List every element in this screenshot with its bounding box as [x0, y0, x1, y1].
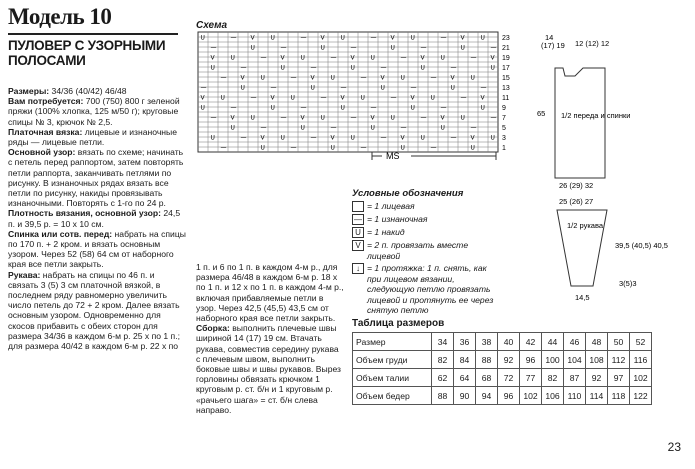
chart-stitch-symbol: —: [470, 124, 477, 132]
instructions-column-1: [8, 86, 186, 351]
chart-stitch-symbol: —: [250, 94, 257, 102]
chart-stitch-symbol: U: [350, 64, 355, 72]
legend-item-k2tog: V = 2 п. провязать вместе лицевой: [352, 240, 502, 261]
chart-stitch-symbol: —: [350, 44, 357, 52]
chart-stitch-symbol: V: [320, 34, 325, 42]
table-cell: 84: [454, 351, 476, 369]
chart-stitch-symbol: V: [300, 114, 305, 122]
model-title: Модель 10: [8, 4, 112, 29]
chart-stitch-symbol: —: [430, 144, 437, 152]
chart-row-number: 21: [502, 45, 510, 52]
chart-stitch-symbol: —: [490, 114, 497, 122]
knitting-chart: [196, 30, 526, 180]
chart-stitch-symbol: U: [370, 124, 375, 132]
chart-stitch-symbol: U: [290, 94, 295, 102]
chart-stitch-symbol: U: [480, 34, 485, 42]
chart-stitch-symbol: —: [450, 134, 457, 142]
chart-stitch-symbol: V: [470, 134, 475, 142]
table-cell: 50: [608, 333, 630, 351]
table-row-label: Размер: [353, 333, 432, 351]
section-back: Спинка или сотв. перед: набрать на спицы по 170 п. + 2 кром. и вязать основным узором. Через 52 (58) 64 см от наборного края все петли закрыть.: [8, 228, 186, 270]
chart-stitch-symbol: —: [360, 74, 367, 82]
chart-row-number: 3: [502, 135, 506, 142]
chart-row-number: 23: [502, 35, 510, 42]
chart-stitch-symbol: U: [470, 74, 475, 82]
chart-stitch-symbol: V: [440, 114, 445, 122]
chart-stitch-symbol: —: [490, 44, 497, 52]
legend-item-knit: = 1 лицевая: [352, 201, 502, 212]
chart-stitch-symbol: V: [400, 134, 405, 142]
body-height-label: 65: [537, 109, 546, 118]
chart-stitch-symbol: U: [380, 84, 385, 92]
table-row: [353, 387, 652, 405]
chart-stitch-symbol: V: [460, 34, 465, 42]
chart-row-number: 13: [502, 85, 510, 92]
chart-stitch-symbol: —: [300, 34, 307, 42]
table-cell: 46: [564, 333, 586, 351]
chart-stitch-symbol: V: [200, 94, 205, 102]
table-cell: 118: [608, 387, 630, 405]
table-cell: 96: [520, 351, 542, 369]
chart-stitch-symbol: V: [370, 114, 375, 122]
chart-stitch-symbol: —: [220, 74, 227, 82]
chart-stitch-symbol: V: [480, 94, 485, 102]
body-width-label: 26 (29) 32: [559, 181, 594, 190]
garment-diagrams: [535, 28, 675, 313]
section-sleeves: Рукава: набрать на спицы по 46 п. и связать 3 (5) 3 см платочной вязкой, в последнем ряду равномерно увеличить число петель до 72 + 2 кром. Далее вязать основным узором. Одновременно для скосов прибавить с обеих сторон для размера 34/36 в каждом 6-м р. 25 х по 1 п.; для размера 40/42 в каждом 6-м р. 22 х по: [8, 269, 180, 352]
table-cell: 77: [520, 369, 542, 387]
chart-row-number: 1: [502, 145, 506, 152]
chart-stitch-symbol: U: [240, 84, 245, 92]
shoulder-top-label: 14: [545, 33, 554, 42]
chart-stitch-symbol: U: [420, 134, 425, 142]
chart-stitch-symbol: —: [220, 144, 227, 152]
table-cell: 62: [432, 369, 454, 387]
chart-stitch-symbol: U: [220, 94, 225, 102]
chart-stitch-symbol: U: [410, 34, 415, 42]
chart-stitch-symbol: —: [210, 114, 217, 122]
legend-title: Условные обозначения: [352, 188, 464, 199]
chart-stitch-symbol: U: [230, 54, 235, 62]
chart-stitch-symbol: —: [280, 114, 287, 122]
chart-stitch-symbol: U: [200, 34, 205, 42]
chart-stitch-symbol: U: [400, 74, 405, 82]
table-row: [353, 333, 652, 351]
legend-item-purl: — = 1 изнаночная: [354, 214, 428, 224]
chart-stitch-symbol: —: [410, 84, 417, 92]
chart-stitch-symbol: —: [230, 104, 237, 112]
instructions-column-2: [196, 262, 344, 415]
chart-stitch-symbol: U: [340, 104, 345, 112]
chart-stitch-symbol: —: [290, 144, 297, 152]
skp-symbol-icon: ↓: [352, 263, 364, 274]
chart-stitch-symbol: —: [370, 104, 377, 112]
chart-stitch-symbol: —: [370, 34, 377, 42]
table-row-label: Объем талии: [353, 369, 432, 387]
chart-stitch-symbol: V: [250, 34, 255, 42]
table-row: [353, 369, 652, 387]
chart-stitch-symbol: V: [380, 74, 385, 82]
chart-stitch-symbol: —: [480, 84, 487, 92]
chart-stitch-symbol: —: [200, 84, 207, 92]
chart-stitch-symbol: —: [300, 104, 307, 112]
chart-stitch-symbol: V: [450, 74, 455, 82]
chart-stitch-symbol: U: [320, 44, 325, 52]
chart-stitch-symbol: —: [420, 44, 427, 52]
chart-stitch-symbol: —: [450, 64, 457, 72]
chart-stitch-symbol: —: [440, 104, 447, 112]
chart-row-number: 7: [502, 115, 506, 122]
chart-stitch-symbol: —: [260, 54, 267, 62]
chart-stitch-symbol: —: [430, 74, 437, 82]
size-table-title: Таблица размеров: [352, 318, 445, 329]
chart-stitch-symbol: U: [210, 64, 215, 72]
sleeve-label: 1/2 рукава: [567, 221, 604, 230]
table-row-label: Объем груди: [353, 351, 432, 369]
chart-stitch-symbol: V: [490, 54, 495, 62]
chart-stitch-symbol: U: [210, 134, 215, 142]
chart-stitch-symbol: —: [240, 134, 247, 142]
table-cell: 88: [432, 387, 454, 405]
table-cell: 64: [454, 369, 476, 387]
table-cell: 72: [498, 369, 520, 387]
section-pattern: Основной узор: вязать по схеме; начинать с петель перед раппортом, затем повторять петли раппорта, заканчивать петлями по рисунку. В изнаночных рядах вязать все петли по рисунку, накиды провязывать изнаночными. Повторять с 1-го по 24 р.: [8, 147, 184, 209]
legend: [352, 201, 502, 318]
chart-stitch-symbol: U: [440, 54, 445, 62]
table-cell: 122: [630, 387, 652, 405]
table-cell: 87: [564, 369, 586, 387]
chart-stitch-symbol: —: [330, 54, 337, 62]
table-cell: 34: [432, 333, 454, 351]
chart-stitch-symbol: U: [280, 134, 285, 142]
table-cell: 38: [476, 333, 498, 351]
chart-stitch-symbol: —: [390, 94, 397, 102]
chart-row-number: 15: [502, 75, 510, 82]
chart-stitch-symbol: —: [380, 64, 387, 72]
table-cell: 36: [454, 333, 476, 351]
table-cell: 92: [586, 369, 608, 387]
table-cell: 42: [520, 333, 542, 351]
section-garter: Платочная вязка: лицевые и изнаночные ряды — лицевые петли.: [8, 126, 178, 148]
chart-stitch-symbol: U: [390, 114, 395, 122]
rapport-label: MS: [386, 151, 400, 161]
chart-stitch-symbol: U: [440, 124, 445, 132]
chart-stitch-symbol: —: [270, 84, 277, 92]
chart-stitch-symbol: —: [280, 44, 287, 52]
chart-stitch-symbol: U: [300, 54, 305, 62]
table-cell: 108: [586, 351, 608, 369]
chart-stitch-symbol: —: [320, 94, 327, 102]
chart-stitch-symbol: U: [330, 144, 335, 152]
chart-stitch-symbol: V: [230, 114, 235, 122]
chart-stitch-symbol: V: [270, 94, 275, 102]
chart-stitch-symbol: V: [410, 94, 415, 102]
chart-row-number: 9: [502, 105, 506, 112]
chart-stitch-symbol: V: [210, 54, 215, 62]
body-piece-label: 1/2 переда и спинки: [561, 111, 631, 120]
section-sizes: Размеры: 34/36 (40/42) 46/48: [8, 86, 127, 96]
table-cell: 116: [630, 351, 652, 369]
chart-stitch-symbol: U: [320, 114, 325, 122]
table-cell: 97: [608, 369, 630, 387]
shoulder-label: (17) 19: [541, 41, 565, 50]
section-assembly: Сборка: выполнить плечевые швы шириной 14 (17) 19 см. Втачать рукава, совместив середину рукава с плечевым швом, выполнить боковые швы и швы рукавов. Вырез горловины обвязать крючком 1 круговым р. ст. б/н и 1 круговым р. «рачьего шага» = ст. б/н слева направо.: [196, 323, 341, 415]
table-cell: 68: [476, 369, 498, 387]
chart-stitch-symbol: —: [240, 64, 247, 72]
sleeves-continued: 1 п. и 6 по 1 п. в каждом 4-м р., для размера 46/48 в каждом 6-м р. 18 х по 1 п. и 12 х по 1 п. в каждом 4-м р., включая прибавляемые петли в узор. Через 42,5 (45,5) 43,5 см от наборного края все петли закрыть.: [196, 262, 344, 324]
sleeve-top-label: 25 (26) 27: [559, 197, 594, 206]
chart-stitch-symbol: U: [200, 104, 205, 112]
chart-stitch-symbol: U: [230, 124, 235, 132]
sleeve-cuff-label: 3(5)3: [619, 279, 637, 288]
table-cell: 112: [608, 351, 630, 369]
chart-stitch-symbol: U: [270, 34, 275, 42]
chart-stitch-symbol: U: [340, 34, 345, 42]
table-cell: 52: [630, 333, 652, 351]
chart-stitch-symbol: U: [450, 84, 455, 92]
chart-stitch-symbol: U: [250, 44, 255, 52]
chart-row-number: 5: [502, 125, 506, 132]
size-table: [352, 332, 652, 405]
chart-stitch-symbol: U: [360, 94, 365, 102]
page-number: 23: [667, 440, 681, 454]
chart-stitch-symbol: U: [470, 144, 475, 152]
chart-stitch-symbol: V: [420, 54, 425, 62]
table-cell: 102: [630, 369, 652, 387]
chart-stitch-symbol: V: [280, 54, 285, 62]
chart-stitch-symbol: U: [430, 94, 435, 102]
table-row-label: Объем бедер: [353, 387, 432, 405]
body-piece-outline: [555, 68, 605, 178]
chart-stitch-symbol: U: [270, 104, 275, 112]
sleeve-bottom-label: 14,5: [575, 293, 590, 302]
chart-stitch-symbol: U: [250, 114, 255, 122]
sleeve-height-label: 39,5 (40,5) 40,5: [615, 241, 668, 250]
neck-label: 12 (12) 12: [575, 39, 610, 48]
table-cell: 90: [454, 387, 476, 405]
table-cell: 106: [542, 387, 564, 405]
chart-stitch-symbol: U: [390, 44, 395, 52]
legend-item-skp: ↓ = 1 протяжка: 1 п. снять, как при лицевом вязании, следующую петлю провязать лицевой и протянуть ее через снятую петлю: [352, 263, 502, 316]
table-cell: 92: [498, 351, 520, 369]
table-cell: 88: [476, 351, 498, 369]
chart-stitch-symbol: V: [350, 54, 355, 62]
table-cell: 102: [520, 387, 542, 405]
k2tog-symbol-icon: V: [352, 240, 364, 251]
chart-stitch-symbol: —: [380, 134, 387, 142]
table-cell: 48: [586, 333, 608, 351]
size-table-section: [352, 318, 682, 405]
table-cell: 96: [498, 387, 520, 405]
table-cell: 110: [564, 387, 586, 405]
chart-stitch-symbol: V: [260, 134, 265, 142]
chart-stitch-symbol: V: [240, 74, 245, 82]
chart-stitch-symbol: —: [350, 114, 357, 122]
chart-stitch-symbol: —: [460, 94, 467, 102]
table-cell: 94: [476, 387, 498, 405]
model-subtitle: ПУЛОВЕР С УЗОРНЫМИ ПОЛОСАМИ: [8, 38, 166, 68]
section-materials: Вам потребуется: 700 (750) 800 г зеленой пряжи (100% хлопка, 125 м/50 г); круговые спицы № 3, крючок № 2,5.: [8, 96, 180, 127]
table-cell: 100: [542, 351, 564, 369]
table-cell: 82: [542, 369, 564, 387]
table-cell: 114: [586, 387, 608, 405]
chart-stitch-symbol: U: [330, 74, 335, 82]
chart-stitch-symbol: U: [490, 134, 495, 142]
chart-stitch-symbol: —: [470, 54, 477, 62]
chart-stitch-symbol: U: [410, 104, 415, 112]
chart-stitch-symbol: U: [260, 74, 265, 82]
chart-stitch-symbol: —: [440, 34, 447, 42]
purl-symbol-icon: —: [354, 215, 362, 224]
chart-stitch-symbol: —: [310, 134, 317, 142]
chart-row-number: 17: [502, 65, 510, 72]
chart-stitch-symbol: V: [330, 134, 335, 142]
chart-stitch-symbol: —: [230, 34, 237, 42]
body-piece-dashed: [555, 68, 605, 178]
chart-stitch-symbol: —: [310, 64, 317, 72]
chart-stitch-symbol: V: [390, 34, 395, 42]
chart-row-number: 19: [502, 55, 510, 62]
legend-item-yarnover: U = 1 накид: [352, 227, 502, 238]
chart-stitch-symbol: —: [290, 74, 297, 82]
chart-stitch-symbol: —: [400, 124, 407, 132]
chart-stitch-symbol: U: [350, 134, 355, 142]
chart-stitch-symbol: V: [310, 74, 315, 82]
knit-symbol-icon: [352, 201, 364, 212]
chart-stitch-symbol: U: [260, 144, 265, 152]
table-row: [353, 351, 652, 369]
chart-stitch-symbol: U: [460, 114, 465, 122]
chart-stitch-symbol: —: [330, 124, 337, 132]
chart-stitch-symbol: U: [310, 84, 315, 92]
chart-stitch-symbol: V: [340, 94, 345, 102]
title-rule: [8, 33, 178, 35]
chart-stitch-symbol: U: [400, 144, 405, 152]
table-cell: 44: [542, 333, 564, 351]
chart-row-number: 11: [502, 95, 510, 102]
chart-stitch-symbol: U: [420, 64, 425, 72]
chart-stitch-symbol: U: [490, 64, 495, 72]
chart-stitch-symbol: —: [420, 114, 427, 122]
chart-row-numbers: [502, 35, 510, 152]
chart-stitch-symbol: —: [400, 54, 407, 62]
chart-stitch-symbol: U: [370, 54, 375, 62]
chart-stitch-symbol: —: [210, 44, 217, 52]
table-cell: 82: [432, 351, 454, 369]
chart-stitch-symbol: U: [480, 104, 485, 112]
section-gauge: Плотность вязания, основной узор: 24,5 п. и 39,5 р. = 10 х 10 см.: [8, 208, 181, 229]
chart-stitch-symbol: —: [360, 144, 367, 152]
chart-stitch-symbol: U: [280, 64, 285, 72]
table-cell: 40: [498, 333, 520, 351]
chart-stitch-symbol: U: [460, 44, 465, 52]
chart-stitch-symbol: —: [260, 124, 267, 132]
chart-stitch-symbol: U: [300, 124, 305, 132]
schema-label: Схема: [196, 20, 228, 31]
yarnover-symbol-icon: U: [352, 227, 364, 238]
chart-stitch-symbol: —: [340, 84, 347, 92]
table-cell: 104: [564, 351, 586, 369]
